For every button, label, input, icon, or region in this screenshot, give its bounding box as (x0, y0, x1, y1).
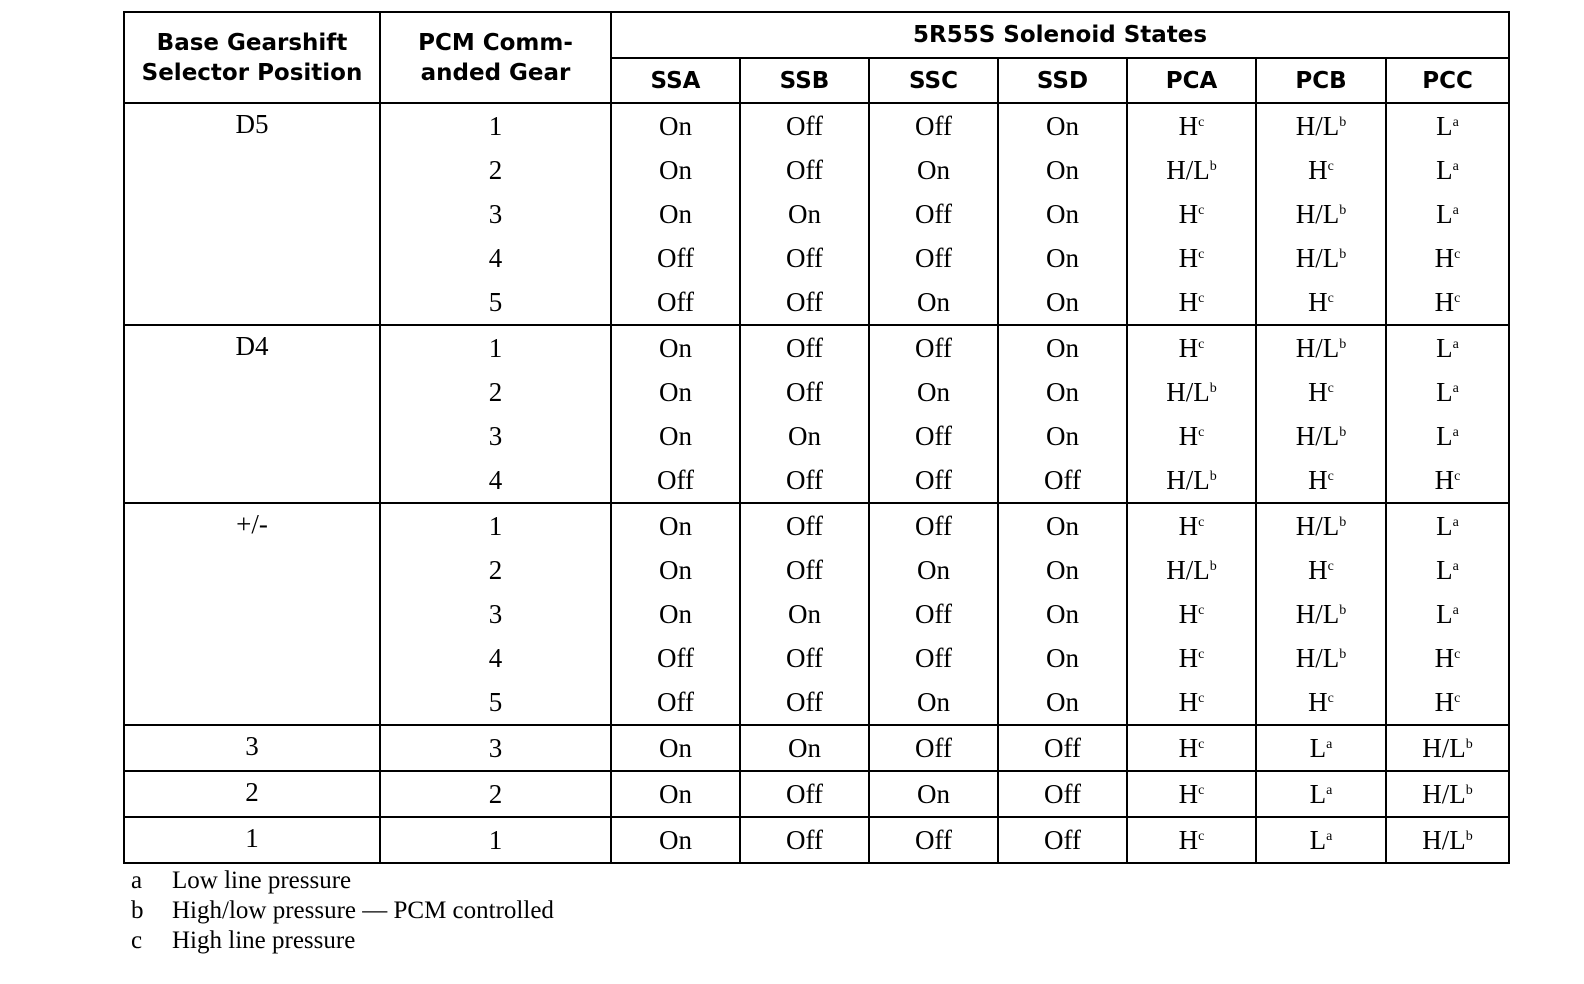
ssa-cell: Off (611, 280, 740, 325)
footnote-marker: b (1209, 559, 1217, 574)
pcc-cell (1386, 680, 1509, 725)
footnote-marker: b (1339, 115, 1347, 130)
pressure-value: H (1178, 599, 1199, 629)
commanded-gear-cell: 4 (380, 636, 611, 680)
pressure-value: H (1178, 511, 1199, 541)
pcb-cell (1256, 236, 1386, 280)
ssb-cell: Off (740, 548, 869, 592)
pca-cell (1127, 548, 1256, 592)
footnote-marker: c (1198, 515, 1205, 530)
footnote-marker: b (1339, 247, 1347, 262)
ssb-cell: On (740, 592, 869, 636)
pcb-cell (1256, 548, 1386, 592)
footnote-marker: c (1327, 559, 1334, 574)
footnote-marker: c (1327, 691, 1334, 706)
footnote-marker: c (1198, 291, 1205, 306)
ssb-cell: Off (740, 636, 869, 680)
pcb-cell (1256, 192, 1386, 236)
pressure-value: H (1308, 155, 1328, 185)
pressure-value: H (1434, 643, 1455, 673)
footnote-marker: b (1339, 425, 1347, 440)
ssb-cell: Off (740, 103, 869, 148)
ssb-cell: On (740, 414, 869, 458)
pressure-value: L (1309, 779, 1327, 809)
footnote-marker: c (1454, 691, 1461, 706)
footnote-marker: a (1326, 783, 1333, 798)
pcb-cell (1256, 370, 1386, 414)
table-row (124, 503, 1509, 548)
header-ssa: SSA (611, 58, 740, 103)
pcc-cell (1386, 148, 1509, 192)
selector-position-cell: 2 (124, 771, 380, 817)
ssb-cell: Off (740, 325, 869, 370)
footnote-marker: c (1327, 291, 1334, 306)
pcc-cell (1386, 370, 1509, 414)
header-pcm-commanded-gear (380, 12, 611, 103)
pcb-cell (1256, 817, 1386, 863)
ssd-cell: On (998, 592, 1127, 636)
ssd-cell: On (998, 414, 1127, 458)
footnote-marker: c (1198, 737, 1205, 752)
footnote-marker: a (1326, 737, 1333, 752)
pressure-value: L (1309, 733, 1327, 763)
pca-cell (1127, 503, 1256, 548)
ssc-cell: Off (869, 725, 998, 771)
pressure-value: H (1178, 643, 1199, 673)
header-pcb: PCB (1256, 58, 1386, 103)
footnote-marker: c (1198, 691, 1205, 706)
pressure-value: H/L (1422, 779, 1466, 809)
ssb-cell: Off (740, 280, 869, 325)
pca-cell (1127, 103, 1256, 148)
ssc-cell: On (869, 370, 998, 414)
footnote-marker: b (1209, 159, 1217, 174)
ssd-cell: Off (998, 725, 1127, 771)
footnote-marker: b (1339, 337, 1347, 352)
pressure-value: H/L (1295, 199, 1340, 229)
ssa-cell: On (611, 548, 740, 592)
ssc-cell: Off (869, 458, 998, 503)
ssa-cell: On (611, 592, 740, 636)
ssa-cell: Off (611, 458, 740, 503)
footnote-marker: a (1452, 337, 1459, 352)
ssb-cell: Off (740, 503, 869, 548)
selector-position-cell: 3 (124, 725, 380, 771)
pcb-cell (1256, 325, 1386, 370)
ssb-cell: Off (740, 370, 869, 414)
pca-cell (1127, 680, 1256, 725)
pressure-value: H (1178, 199, 1199, 229)
pcb-cell (1256, 592, 1386, 636)
pcc-cell (1386, 236, 1509, 280)
pcb-cell (1256, 503, 1386, 548)
ssb-cell: Off (740, 817, 869, 863)
selector-position-cell: D5 (124, 103, 380, 325)
footnote-marker: b (1339, 647, 1347, 662)
ssa-cell: On (611, 103, 740, 148)
ssd-cell: On (998, 370, 1127, 414)
pcc-cell (1386, 103, 1509, 148)
pressure-value: H/L (1295, 243, 1340, 273)
ssa-cell: On (611, 725, 740, 771)
ssc-cell: Off (869, 414, 998, 458)
ssd-cell: On (998, 548, 1127, 592)
ssd-cell: On (998, 325, 1127, 370)
pressure-value: H/L (1295, 111, 1340, 141)
header-base-selector-position (124, 12, 380, 103)
commanded-gear-cell: 5 (380, 680, 611, 725)
table-row (124, 325, 1509, 370)
footnotes (131, 866, 554, 956)
footnote-marker: c (1198, 425, 1205, 440)
pressure-value: H (1178, 243, 1199, 273)
commanded-gear-cell: 2 (380, 370, 611, 414)
pressure-value: H (1178, 687, 1199, 717)
pca-cell (1127, 370, 1256, 414)
footnote-marker: b (1339, 603, 1347, 618)
commanded-gear-cell: 3 (380, 725, 611, 771)
pressure-value: H/L (1166, 465, 1210, 495)
pcc-cell (1386, 636, 1509, 680)
pressure-value: L (1436, 155, 1453, 185)
ssd-cell: On (998, 280, 1127, 325)
pressure-value: H (1178, 779, 1199, 809)
footnote-marker: b (1465, 829, 1473, 844)
table-row (124, 103, 1509, 148)
pcc-cell (1386, 817, 1509, 863)
table-header (124, 12, 1509, 103)
pca-cell (1127, 236, 1256, 280)
selector-position-cell: +/- (124, 503, 380, 725)
pressure-value: H/L (1422, 733, 1466, 763)
ssa-cell: On (611, 503, 740, 548)
pca-cell (1127, 148, 1256, 192)
pcb-cell (1256, 771, 1386, 817)
pcc-cell (1386, 192, 1509, 236)
pressure-value: H/L (1166, 555, 1210, 585)
ssc-cell: Off (869, 103, 998, 148)
ssc-cell: On (869, 548, 998, 592)
header-ssc: SSC (869, 58, 998, 103)
pressure-value: H (1178, 421, 1199, 451)
pcb-cell (1256, 458, 1386, 503)
pressure-value: H/L (1295, 599, 1340, 629)
commanded-gear-cell: 4 (380, 236, 611, 280)
ssd-cell: Off (998, 817, 1127, 863)
commanded-gear-cell: 3 (380, 414, 611, 458)
footnote-text: High/low pressure — PCM controlled (172, 897, 554, 924)
footnote-marker: c (1454, 647, 1461, 662)
ssa-cell: Off (611, 680, 740, 725)
pca-cell (1127, 592, 1256, 636)
footnote-marker: c (1198, 603, 1205, 618)
pressure-value: H (1308, 687, 1328, 717)
pressure-value: H/L (1295, 421, 1340, 451)
table-body (124, 103, 1509, 863)
header-ssb: SSB (740, 58, 869, 103)
footnote-marker: b (1209, 381, 1217, 396)
pcc-cell (1386, 458, 1509, 503)
footnote-key: c (131, 927, 143, 954)
pressure-value: H/L (1166, 155, 1210, 185)
commanded-gear-cell: 2 (380, 548, 611, 592)
commanded-gear-cell: 3 (380, 192, 611, 236)
pcb-cell (1256, 103, 1386, 148)
selector-position-cell: 1 (124, 817, 380, 863)
pressure-value: H/L (1295, 511, 1340, 541)
commanded-gear-cell: 4 (380, 458, 611, 503)
pcb-cell (1256, 280, 1386, 325)
header-text-line: PCM Comm- (418, 29, 573, 56)
commanded-gear-cell: 1 (380, 103, 611, 148)
footnote-marker: c (1198, 829, 1205, 844)
ssd-cell: On (998, 503, 1127, 548)
footnote-marker: a (1452, 159, 1459, 174)
pressure-value: H (1308, 465, 1328, 495)
footnote-marker: c (1454, 291, 1461, 306)
header-solenoid-states: 5R55S Solenoid States (611, 12, 1509, 58)
footnote-marker: c (1198, 247, 1205, 262)
pcb-cell (1256, 636, 1386, 680)
ssb-cell: Off (740, 771, 869, 817)
solenoid-states-table (123, 11, 1510, 864)
ssc-cell: Off (869, 636, 998, 680)
pca-cell (1127, 280, 1256, 325)
pressure-value: H (1178, 825, 1199, 855)
pressure-value: H (1434, 687, 1455, 717)
pcc-cell (1386, 280, 1509, 325)
pressure-value: L (1436, 511, 1453, 541)
ssb-cell: Off (740, 236, 869, 280)
pressure-value: H (1308, 377, 1328, 407)
pca-cell (1127, 458, 1256, 503)
pca-cell (1127, 192, 1256, 236)
ssd-cell: On (998, 680, 1127, 725)
commanded-gear-cell: 5 (380, 280, 611, 325)
ssc-cell: On (869, 280, 998, 325)
pcc-cell (1386, 725, 1509, 771)
pressure-value: H (1178, 333, 1199, 363)
ssc-cell: Off (869, 192, 998, 236)
ssa-cell: On (611, 817, 740, 863)
pca-cell (1127, 771, 1256, 817)
pcb-cell (1256, 414, 1386, 458)
pressure-value: H (1434, 243, 1455, 273)
pcc-cell (1386, 325, 1509, 370)
footnote-text: Low line pressure (172, 867, 352, 894)
footnote-marker: b (1339, 203, 1347, 218)
commanded-gear-cell: 1 (380, 817, 611, 863)
pca-cell (1127, 725, 1256, 771)
footnote-b (131, 896, 554, 926)
footnote-marker: c (1454, 469, 1461, 484)
pcb-cell (1256, 725, 1386, 771)
pressure-value: H (1178, 111, 1199, 141)
footnote-marker: c (1198, 115, 1205, 130)
pca-cell (1127, 325, 1256, 370)
footnote-marker: b (1209, 469, 1217, 484)
ssd-cell: On (998, 148, 1127, 192)
ssa-cell: Off (611, 636, 740, 680)
ssc-cell: On (869, 148, 998, 192)
ssa-cell: On (611, 325, 740, 370)
footnote-text: High line pressure (172, 927, 356, 954)
ssb-cell: Off (740, 680, 869, 725)
footnote-marker: a (1326, 829, 1333, 844)
pca-cell (1127, 817, 1256, 863)
ssb-cell: Off (740, 458, 869, 503)
ssb-cell: On (740, 725, 869, 771)
footnote-marker: a (1452, 515, 1459, 530)
ssd-cell: On (998, 103, 1127, 148)
ssc-cell: Off (869, 503, 998, 548)
pressure-value: L (1436, 599, 1453, 629)
ssc-cell: Off (869, 592, 998, 636)
footnote-marker: a (1452, 203, 1459, 218)
pressure-value: H/L (1295, 643, 1340, 673)
ssa-cell: Off (611, 236, 740, 280)
ssd-cell: On (998, 236, 1127, 280)
ssa-cell: On (611, 771, 740, 817)
pcc-cell (1386, 592, 1509, 636)
header-ssd: SSD (998, 58, 1127, 103)
ssd-cell: Off (998, 458, 1127, 503)
ssc-cell: Off (869, 236, 998, 280)
footnote-marker: c (1327, 381, 1334, 396)
ssb-cell: On (740, 192, 869, 236)
pca-cell (1127, 414, 1256, 458)
footnote-a (131, 866, 554, 896)
pressure-value: L (1436, 199, 1453, 229)
commanded-gear-cell: 1 (380, 325, 611, 370)
ssc-cell: Off (869, 817, 998, 863)
footnote-marker: c (1327, 159, 1334, 174)
ssd-cell: On (998, 192, 1127, 236)
pcc-cell (1386, 548, 1509, 592)
ssc-cell: On (869, 680, 998, 725)
ssa-cell: On (611, 370, 740, 414)
pressure-value: H/L (1166, 377, 1210, 407)
footnote-marker: c (1198, 647, 1205, 662)
pcb-cell (1256, 148, 1386, 192)
pressure-value: L (1309, 825, 1327, 855)
pressure-value: L (1436, 377, 1453, 407)
ssd-cell: Off (998, 771, 1127, 817)
footnote-marker: c (1327, 469, 1334, 484)
footnote-marker: c (1454, 247, 1461, 262)
pressure-value: H (1308, 555, 1328, 585)
footnote-marker: b (1465, 783, 1473, 798)
footnote-marker: a (1452, 559, 1459, 574)
footnote-marker: b (1465, 737, 1473, 752)
commanded-gear-cell: 2 (380, 148, 611, 192)
pcc-cell (1386, 503, 1509, 548)
pcc-cell (1386, 414, 1509, 458)
pcc-cell (1386, 771, 1509, 817)
commanded-gear-cell: 3 (380, 592, 611, 636)
pressure-value: L (1436, 111, 1453, 141)
pressure-value: H/L (1422, 825, 1466, 855)
ssd-cell: On (998, 636, 1127, 680)
footnote-marker: c (1198, 783, 1205, 798)
ssc-cell: On (869, 771, 998, 817)
header-text-line: Base Gearshift (156, 29, 348, 56)
footnote-marker: a (1452, 603, 1459, 618)
footnote-marker: c (1198, 337, 1205, 352)
header-text-line: Selector Position (141, 59, 363, 86)
pressure-value: H (1308, 287, 1328, 317)
pressure-value: L (1436, 421, 1453, 451)
ssb-cell: Off (740, 148, 869, 192)
ssc-cell: Off (869, 325, 998, 370)
footnote-marker: c (1198, 203, 1205, 218)
ssa-cell: On (611, 192, 740, 236)
footnote-key: a (131, 867, 143, 894)
header-pcc: PCC (1386, 58, 1509, 103)
footnote-key: b (131, 897, 144, 924)
commanded-gear-cell: 2 (380, 771, 611, 817)
pca-cell (1127, 636, 1256, 680)
footnote-marker: b (1339, 515, 1347, 530)
table-row (124, 817, 1509, 863)
pressure-value: H (1178, 287, 1199, 317)
pressure-value: H (1434, 287, 1455, 317)
pressure-value: L (1436, 555, 1453, 585)
table-row (124, 725, 1509, 771)
pcb-cell (1256, 680, 1386, 725)
footnote-c (131, 926, 554, 956)
footnote-marker: a (1452, 425, 1459, 440)
ssa-cell: On (611, 148, 740, 192)
ssa-cell: On (611, 414, 740, 458)
table-row (124, 771, 1509, 817)
footnote-marker: a (1452, 115, 1459, 130)
pressure-value: H/L (1295, 333, 1340, 363)
selector-position-cell: D4 (124, 325, 380, 503)
pressure-value: L (1436, 333, 1453, 363)
footnote-marker: a (1452, 381, 1459, 396)
commanded-gear-cell: 1 (380, 503, 611, 548)
header-text-line: anded Gear (420, 59, 571, 86)
header-pca: PCA (1127, 58, 1256, 103)
pressure-value: H (1178, 733, 1199, 763)
pressure-value: H (1434, 465, 1455, 495)
